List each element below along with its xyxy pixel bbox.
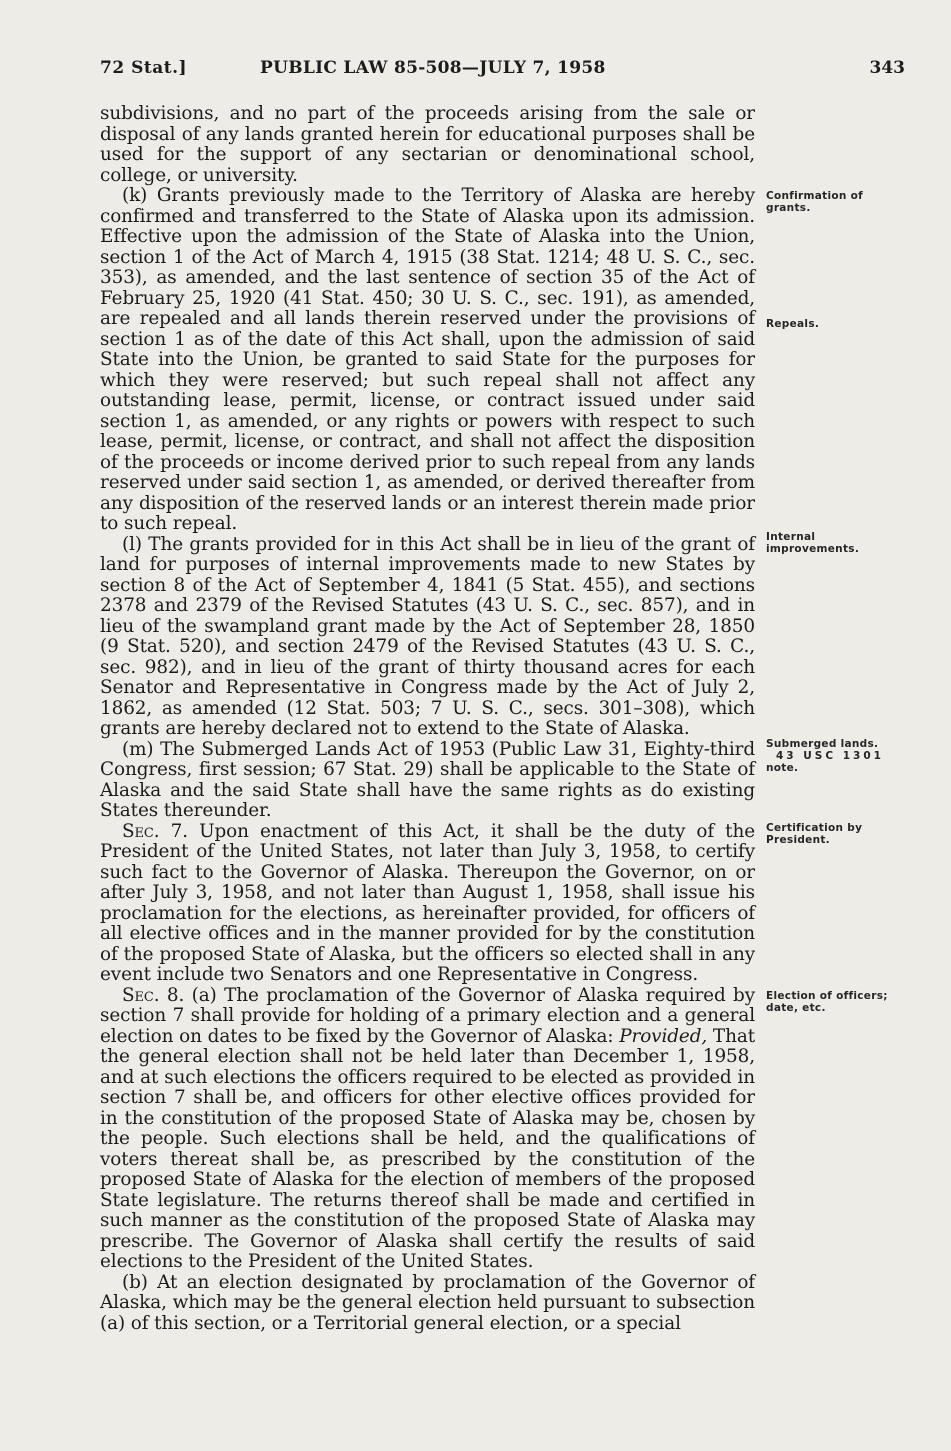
section-7-text: Upon enactment of this Act, it shall be the duty of the President of the United States, not later than July 3, 1958, to certify such fact to the Governor of Alaska. Thereupon the Governor, on or after July 3, 1958, and not later than August 1, 1958, shall issue his proclamation for the elections, as hereinafter provided, for officers of all elective offices and in the manner provided for by the constitution of the proposed State of Alaska, but the officers so elected shall in any event include two Senators and one Representative in Congress. [100, 820, 755, 985]
margin-note-election: Election of officers; date, etc. [766, 990, 888, 1014]
margin-note-note: note. [766, 762, 799, 774]
section-7-label: Sec. 7. [122, 820, 188, 842]
section-8a-text-continued: That the general election shall not be held later than December 1, 1958, and at such elections the officers required to be elected as provided in section 7 shall be, and officers for other elective offices provided for in the constitution of the proposed State of Alaska may be, chosen by the people. Such elections shall be held, and the qualifications of voters thereat shall be, as prescribed by the constitution of the proposed State of Alaska for the election of members of the proposed State legislature. The returns thereof shall be made and certified in such manner as the constitution of the proposed State of Alaska may prescribe. The Governor of Alaska shall certify the results of said elections to the President of the United States. [100, 1025, 756, 1272]
section-8-label: Sec. 8. [122, 984, 185, 1006]
margin-note-submerged-title: Submerged lands. [766, 738, 879, 750]
paragraph-b: (b) At an election designated by proclamation of the Governor of Alaska, which may be the general election held pursuant to subsection (a) of this section, or a Territorial general election, or a special [100, 1271, 755, 1334]
margin-notes [766, 0, 906, 1451]
law-text-body [100, 104, 755, 1334]
section-8a [100, 986, 755, 1273]
paragraph-m: (m) The Submerged Lands Act of 1953 (Public Law 31, Eighty-third Congress, first session; 67 Stat. 29) shall be applicable to the State of Alaska and the said State shall have the same rights as do existing States thereunder. [100, 738, 755, 821]
section-8a-text: (a) The proclamation of the Governor of Alaska required by section 7 shall provide for holding of a primary election and a general election on dates to be fixed by the Governor of Alaska: [100, 984, 756, 1047]
page-number: 343 [869, 58, 905, 78]
margin-note-submerged-lands [766, 738, 906, 774]
statute-reference: 72 Stat.] [100, 58, 188, 78]
page-title: PUBLIC LAW 85-508—JULY 7, 1958 [260, 58, 606, 78]
provided-word: Provided, [619, 1025, 708, 1047]
paragraph-k: (k) Grants previously made to the Territory of Alaska are hereby confirmed and transferred to the State of Alaska upon its admission. Effective upon the admission of the State of Alaska into the Union, section 1 of the Act of March 4, 1915 (38 Stat. 1214; 48 U. S. C., sec. 353), as amended, and the last sentence of section 35 of the Act of February 25, 1920 (41 Stat. 450; 30 U. S. C., sec. 191), as amended, are repealed and all lands therein reserved under the provisions of section 1 as of the date of this Act shall, upon the admission of said State into the Union, be granted to said State for the purposes for which they were reserved; but such repeal shall not affect any outstanding lease, permit, license, or contract issued under said section 1, as amended, or any rights or powers with respect to such lease, permit, license, or contract, and shall not affect the disposition of the proceeds or income derived prior to such repeal from any lands reserved under said section 1, as amended, or derived thereafter from any disposition of the reserved lands or an interest therein made prior to such repeal. [100, 185, 755, 534]
margin-note-internal-improvements: Internal improvements. [766, 531, 860, 555]
paragraph-l: (l) The grants provided for in this Act shall be in lieu of the grant of land for purposes of internal improvements made to new States by section 8 of the Act of September 4, 1841 (5 Stat. 455), and sections 2378 and 2379 of the Revised Statutes (43 U. S. C., sec. 857), and in lieu of the swampland grant made by the Act of September 28, 1850 (9 Stat. 520), and section 2479 of the Revised Statutes (43 U. S. C., sec. 982), and in lieu of the grant of thirty thousand acres for each Senator and Representative in Congress made by the Act of July 2, 1862, as amended (12 Stat. 503; 7 U. S. C., secs. 301–308), which grants are hereby declared not to extend to the State of Alaska. [100, 533, 755, 739]
margin-note-certification: Certification by President. [766, 822, 863, 846]
section-7 [100, 822, 755, 986]
margin-note-repeals: Repeals. [766, 318, 820, 330]
margin-note-usc-citation: 43 USC 1301 [776, 750, 884, 762]
paragraph-continuation: subdivisions, and no part of the proceeds arising from the sale or disposal of any lands granted herein for educational purposes shall be used for the support of any sectarian or denominational school, college, or university. [100, 103, 755, 186]
margin-note-confirmation: Confirmation of grants. [766, 190, 864, 214]
